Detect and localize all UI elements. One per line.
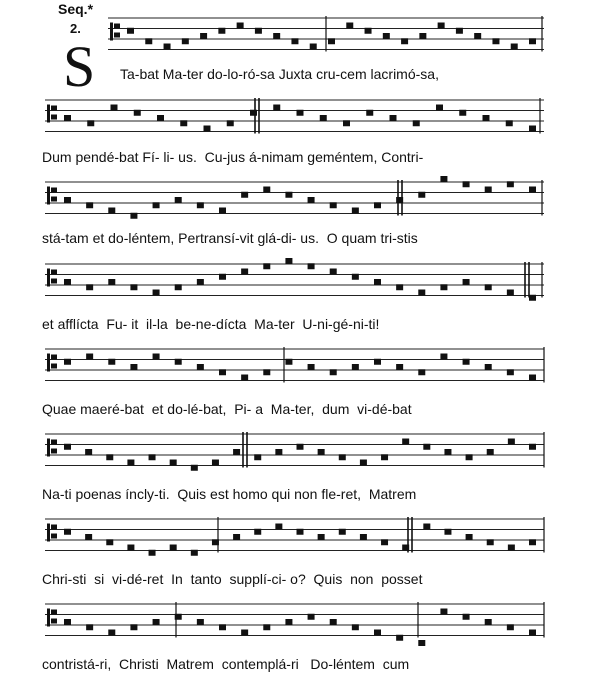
neume-note <box>381 539 388 545</box>
neume-note <box>182 38 189 44</box>
neume-note <box>285 258 292 264</box>
staff-system <box>45 258 544 301</box>
neume-note <box>440 354 447 360</box>
neume-note <box>529 539 536 545</box>
neume-note <box>153 202 160 208</box>
neume-note <box>374 279 381 285</box>
staff-system <box>45 602 544 646</box>
neume-note <box>401 38 408 44</box>
neume-note <box>86 202 93 208</box>
neume-note <box>111 105 118 111</box>
neume-note <box>175 614 182 620</box>
neume-note <box>413 120 420 126</box>
neume-note <box>106 454 113 460</box>
neume-note <box>164 44 171 50</box>
neume-note <box>86 284 93 290</box>
neume-note <box>508 545 515 551</box>
neume-note <box>396 364 403 370</box>
neume-note <box>127 460 134 466</box>
lyric-line: Na-ti poenas íncly-ti. Quis est homo qui non fle-ret, Matrem <box>42 486 417 502</box>
c-clef-icon <box>47 105 57 123</box>
neume-note <box>308 197 315 203</box>
staff-system <box>45 432 544 471</box>
neume-note <box>463 614 470 620</box>
neume-note <box>492 38 499 44</box>
neume-note <box>191 465 198 471</box>
neume-note <box>440 176 447 182</box>
neume-note <box>507 181 514 187</box>
neume-note <box>191 550 198 556</box>
neume-note <box>197 364 204 370</box>
neume-note <box>381 454 388 460</box>
neume-note <box>511 44 518 50</box>
lyric-line: stá-tam et do-léntem, Pertransí-vit glá-di- us. O quam tri-stis <box>42 230 418 246</box>
neume-note <box>318 534 325 540</box>
neume-note <box>485 187 492 193</box>
neume-note <box>212 460 219 466</box>
neume-note <box>180 120 187 126</box>
neume-note <box>352 274 359 280</box>
neume-note <box>374 359 381 365</box>
neume-note <box>263 187 270 193</box>
neume-note <box>145 38 152 44</box>
neume-note <box>343 120 350 126</box>
staff-system <box>108 16 544 52</box>
neume-note <box>149 454 156 460</box>
neume-note <box>396 635 403 641</box>
neume-note <box>64 444 71 450</box>
neume-note <box>64 619 71 625</box>
neume-note <box>219 274 226 280</box>
neume-note <box>444 449 451 455</box>
lyric-line: Dum pendé-bat Fí- li- us. Cu-jus á-nimam geméntem, Contri- <box>42 149 424 165</box>
neume-note <box>197 202 204 208</box>
neume-note <box>360 460 367 466</box>
neume-note <box>383 33 390 39</box>
neume-note <box>263 624 270 630</box>
neume-note <box>64 197 71 203</box>
neume-note <box>374 202 381 208</box>
neume-note <box>366 110 373 116</box>
neume-note <box>85 449 92 455</box>
neume-note <box>419 33 426 39</box>
staff-system <box>45 517 544 556</box>
neume-note <box>130 213 137 219</box>
lyric-line: et afflícta Fu- it il-la be-ne-dícta Ma-ter U-ni-gé-ni-ti! <box>42 316 380 332</box>
neume-note <box>64 529 71 535</box>
neume-note <box>130 624 137 630</box>
neume-note <box>285 359 292 365</box>
neume-note <box>456 28 463 34</box>
neume-note <box>508 439 515 445</box>
neume-note <box>360 534 367 540</box>
c-clef-icon <box>47 354 57 372</box>
neume-note <box>320 115 327 121</box>
neume-note <box>197 619 204 625</box>
neume-note <box>339 454 346 460</box>
lyric-line: Ta-bat Ma-ter do-lo-ró-sa Juxta cru-cem lacrimó-sa, <box>120 66 439 82</box>
c-clef-icon <box>47 524 57 542</box>
neume-note <box>241 192 248 198</box>
neume-note <box>241 269 248 275</box>
lyric-line: Quae maeré-bat et do-lé-bat, Pi- a Ma-ter, dum vi-dé-bat <box>42 401 412 417</box>
lyric-line: Chri-sti si vi-dé-ret In tanto supplí-ci- o? Quis non posset <box>42 571 423 587</box>
neume-note <box>275 449 282 455</box>
neume-note <box>374 630 381 636</box>
neume-note <box>438 23 445 29</box>
neume-note <box>263 263 270 269</box>
neume-note <box>263 369 270 375</box>
neume-note <box>365 28 372 34</box>
neume-note <box>487 449 494 455</box>
neume-note <box>254 454 261 460</box>
neume-note <box>529 295 536 301</box>
neume-note <box>219 369 226 375</box>
neume-note <box>390 115 397 121</box>
neume-note <box>153 354 160 360</box>
neume-note <box>130 364 137 370</box>
neume-note <box>466 534 473 540</box>
neume-note <box>285 192 292 198</box>
neume-note <box>396 284 403 290</box>
neume-note <box>130 284 137 290</box>
neume-note <box>507 369 514 375</box>
staff-system <box>45 176 544 219</box>
neume-note <box>233 449 240 455</box>
neume-note <box>134 110 141 116</box>
neume-note <box>219 624 226 630</box>
neume-note <box>64 279 71 285</box>
neume-note <box>507 290 514 296</box>
neume-note <box>297 444 304 450</box>
c-clef-icon <box>110 23 120 41</box>
neume-note <box>108 208 115 214</box>
neume-note <box>297 110 304 116</box>
neume-note <box>86 354 93 360</box>
neume-note <box>402 439 409 445</box>
neume-note <box>506 120 513 126</box>
neume-note <box>237 23 244 29</box>
neume-note <box>219 208 226 214</box>
neume-note <box>529 444 536 450</box>
neume-note <box>218 28 225 34</box>
c-clef-icon <box>47 609 57 627</box>
staff-system <box>45 347 544 383</box>
neume-note <box>227 120 234 126</box>
neume-note <box>241 375 248 381</box>
neume-note <box>212 539 219 545</box>
neume-note <box>170 545 177 551</box>
neume-note <box>308 263 315 269</box>
neume-note <box>175 284 182 290</box>
neume-note <box>440 609 447 615</box>
neume-note <box>87 120 94 126</box>
neume-note <box>318 449 325 455</box>
neume-note <box>352 208 359 214</box>
neume-note <box>529 630 536 636</box>
neume-note <box>423 524 430 530</box>
neume-note <box>108 630 115 636</box>
neume-note <box>291 38 298 44</box>
sequence-number: 2. <box>70 21 81 36</box>
neume-note <box>352 364 359 370</box>
neume-note <box>86 624 93 630</box>
neume-note <box>241 630 248 636</box>
neume-note <box>418 192 425 198</box>
neume-note <box>529 375 536 381</box>
neume-note <box>106 539 113 545</box>
neume-note <box>297 529 304 535</box>
neume-note <box>255 28 262 34</box>
c-clef-icon <box>47 439 57 457</box>
neume-note <box>254 529 261 535</box>
neume-note <box>273 105 280 111</box>
neume-note <box>463 181 470 187</box>
neume-note <box>153 290 160 296</box>
neume-note <box>157 115 164 121</box>
neume-note <box>339 529 346 535</box>
neume-note <box>330 619 337 625</box>
neume-note <box>444 529 451 535</box>
neume-note <box>108 279 115 285</box>
neume-note <box>308 364 315 370</box>
neume-note <box>466 454 473 460</box>
neume-note <box>474 33 481 39</box>
neume-note <box>330 269 337 275</box>
neume-note <box>308 614 315 620</box>
neume-note <box>402 545 409 551</box>
neume-note <box>418 640 425 646</box>
lyric-line: contristá-ri, Christi Matrem contemplá-ri Do-léntem cum <box>42 656 410 672</box>
neume-note <box>328 38 335 44</box>
neume-note <box>330 202 337 208</box>
neume-note <box>436 105 443 111</box>
neume-note <box>487 539 494 545</box>
neume-note <box>127 545 134 551</box>
c-clef-icon <box>47 187 57 205</box>
neume-note <box>485 619 492 625</box>
neume-note <box>352 624 359 630</box>
neume-note <box>485 364 492 370</box>
neume-note <box>85 534 92 540</box>
neume-note <box>529 187 536 193</box>
neume-note <box>153 619 160 625</box>
neume-note <box>275 524 282 530</box>
neume-note <box>483 115 490 121</box>
neume-note <box>149 550 156 556</box>
neume-note <box>507 624 514 630</box>
neume-note <box>175 359 182 365</box>
neume-note <box>418 290 425 296</box>
neume-note <box>529 126 536 132</box>
neume-note <box>529 38 536 44</box>
neume-note <box>463 359 470 365</box>
drop-cap-initial: S <box>63 34 96 99</box>
neume-note <box>310 44 317 50</box>
neume-note <box>250 110 257 116</box>
neume-note <box>273 33 280 39</box>
neume-note <box>346 23 353 29</box>
neume-note <box>330 369 337 375</box>
neume-note <box>440 284 447 290</box>
neume-note <box>423 444 430 450</box>
neume-note <box>485 284 492 290</box>
neume-note <box>127 28 134 34</box>
neume-note <box>197 279 204 285</box>
neume-note <box>204 126 211 132</box>
c-clef-icon <box>47 269 57 287</box>
neume-note <box>459 110 466 116</box>
staff-system <box>45 98 544 134</box>
neume-note <box>396 197 403 203</box>
neume-note <box>200 33 207 39</box>
neume-note <box>64 115 71 121</box>
sequence-label: Seq.* <box>58 1 94 17</box>
neume-note <box>170 460 177 466</box>
neume-note <box>108 359 115 365</box>
neume-note <box>418 369 425 375</box>
neume-note <box>285 619 292 625</box>
neume-note <box>175 197 182 203</box>
neume-note <box>463 279 470 285</box>
neume-note <box>233 534 240 540</box>
neume-note <box>64 359 71 365</box>
